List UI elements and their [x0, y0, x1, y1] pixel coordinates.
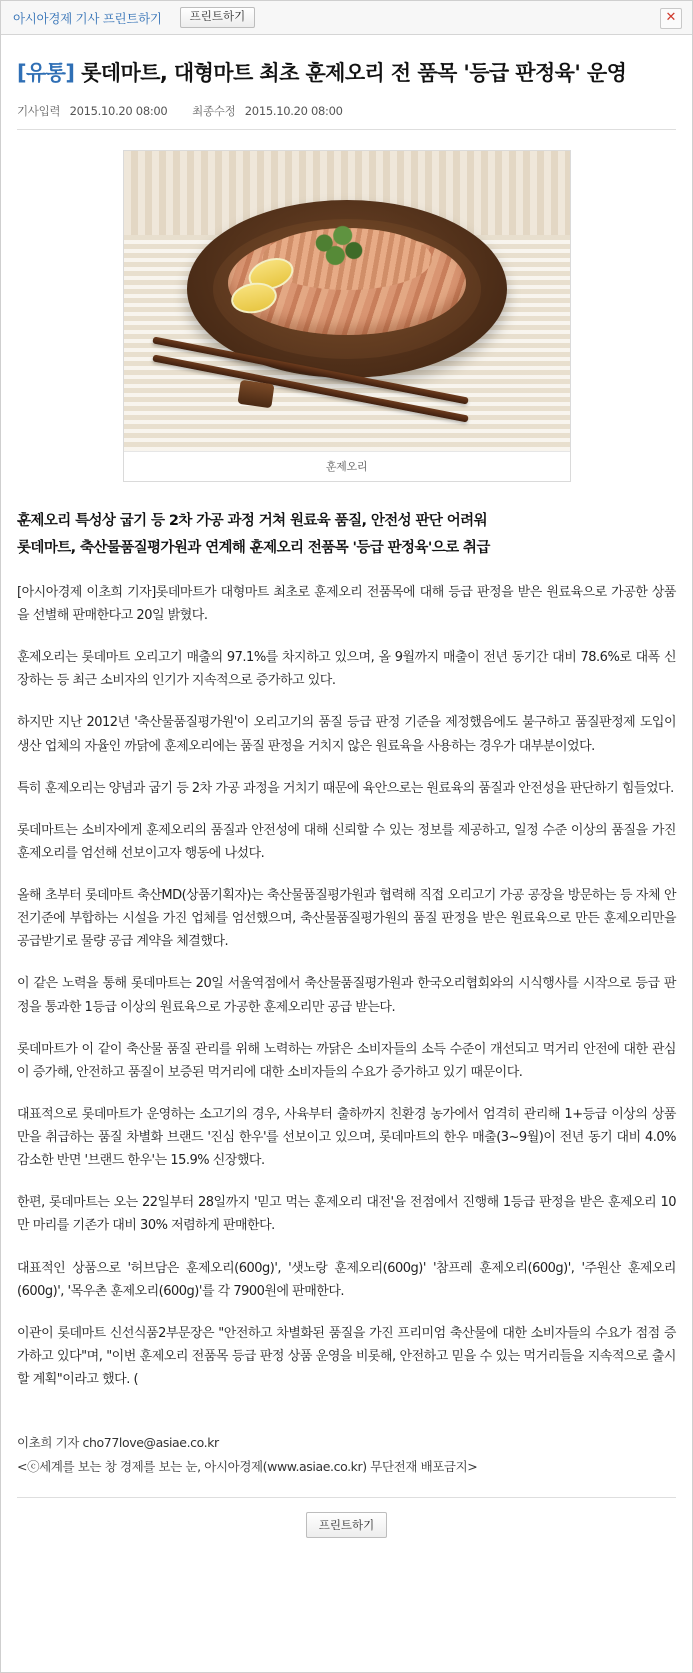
paragraph: 하지만 지난 2012년 '축산물품질평가원'이 오리고기의 품질 등급 판정 기준을 제정했음에도 불구하고 품질판정제 도입이 생산 업체의 자율인 까닭에 훈제오리에는 품질 판정을 거치지 않은 원료육을 사용하는 경우가 대부분이었다.	[17, 715, 676, 754]
copyright-notice: <ⓒ세계를 보는 창 경제를 보는 눈, 아시아경제(www.asiae.co.kr) 무단전재 배포금지>	[17, 1458, 478, 1474]
paragraph: 대표적인 상품으로 '허브담은 훈제오리(600g)', '샛노랑 훈제오리(600g)' '참프레 훈제오리(600g)', '주원산 훈제오리(600g)', '목우촌 훈제오리(600g)'를 각 7900원에 판매한다.	[17, 1260, 676, 1299]
published-label: 기사입력	[17, 104, 61, 119]
paragraph: 올해 초부터 롯데마트 축산MD(상품기획자)는 축산물품질평가원과 협력해 직접 오리고기 가공 공장을 방문하는 등 자체 안전기준에 부합하는 시설을 가진 업체를 엄선했으며, 축산물품질평가원의 품질 판정을 받은 원료육으로 만든 훈제오리만을 공급받기로 물량 공급 계약을 체결했다.	[17, 888, 676, 950]
paragraph: 대표적으로 롯데마트가 운영하는 소고기의 경우, 사육부터 출하까지 친환경 농가에서 엄격히 관리해 1+등급 이상의 상품만을 취급하는 품질 차별화 브랜드 '진심 한우'를 선보이고 있으며, 롯데마트의 한우 매출(3~9월)이 전년 동기 대비 4.0% 감소한 반면 '브랜드 한우'는 15.9% 신장했다.	[17, 1106, 676, 1169]
article-subheads	[17, 508, 676, 562]
article-title: 롯데마트, 대형마트 최초 훈제오리 전 품목 '등급 판정육' 운영	[81, 61, 627, 85]
print-button-top[interactable]: 프린트하기	[180, 7, 256, 29]
window-toolbar	[1, 1, 692, 35]
paragraph: 훈제오리는 롯데마트 오리고기 매출의 97.1%를 차지하고 있으며, 올 9월까지 매출이 전년 동기간 대비 78.6%로 대폭 신장하는 등 최근 소비자의 인기가 지속적으로 증가하고 있다.	[17, 650, 676, 689]
photo-parsley-garnish	[302, 223, 376, 273]
paragraph: 이관이 롯데마트 신선식품2부문장은 "안전하고 차별화된 품질을 가진 프리미엄 축산물에 대한 소비자들의 수요가 점점 증가하고 있다"며, "이번 훈제오리 전품목 등급 판정 상품 운영을 비롯해, 안전하고 믿을 수 있는 먹거리들을 지속적으로 출시할 계획"이라고 했다. (	[17, 1325, 676, 1388]
paragraph: 롯데마트는 소비자에게 훈제오리의 품질과 안전성에 대해 신뢰할 수 있는 정보를 제공하고, 일정 수준 이상의 품질을 가진 훈제오리를 엄선해 선보이고자 행동에 나섰다.	[17, 822, 676, 861]
print-button-bottom[interactable]: 프린트하기	[306, 1512, 388, 1538]
paragraph: 한편, 롯데마트는 오는 22일부터 28일까지 '믿고 먹는 훈제오리 대전'을 전점에서 진행해 1등급 판정을 받은 훈제오리 10만 마리를 기존가 대비 30% 저렴하게 판매한다.	[17, 1195, 676, 1234]
figure-caption: 훈제오리	[124, 451, 570, 481]
smoked-duck-plate-photo	[124, 151, 570, 451]
page-title	[17, 59, 676, 87]
article-figure	[123, 150, 571, 482]
article-category: [유통]	[17, 61, 75, 85]
paragraph: 특히 훈제오리는 양념과 굽기 등 2차 가공 과정을 거치기 때문에 육안으로는 원료육의 품질과 안전성을 판단하기 힘들었다.	[17, 780, 674, 796]
article-signoff	[17, 1431, 676, 1479]
site-brand-label: 아시아경제 기사 프린트하기	[13, 10, 162, 26]
dateline	[17, 103, 676, 130]
updated-value: 2015.10.20 08:00	[244, 104, 343, 119]
article-body	[17, 581, 676, 1391]
article-content	[1, 59, 692, 1498]
close-icon[interactable]: ✕	[660, 8, 682, 29]
updated-label: 최종수정	[192, 104, 236, 119]
paragraph: 롯데마트가 이 같이 축산물 품질 관리를 위해 노력하는 까닭은 소비자들의 소득 수준이 개선되고 먹거리 안전에 대한 관심이 증가해, 안전하고 품질이 보증된 먹거리에 대한 소비자들의 수요가 증가하고 있기 때문이다.	[17, 1041, 676, 1080]
footer-toolbar	[1, 1498, 692, 1558]
paragraph: [아시아경제 이초희 기자]롯데마트가 대형마트 최초로 훈제오리 전품목에 대해 등급 판정을 받은 원료육으로 가공한 상품을 선별해 판매한다고 20일 밝혔다.	[17, 584, 676, 624]
published-value: 2015.10.20 08:00	[69, 104, 168, 119]
paragraph: 이 같은 노력을 통해 롯데마트는 20일 서울역점에서 축산물품질평가원과 한국오리협회와의 시식행사를 시작으로 등급 판정을 통과한 1등급 이상의 원료육으로 가공한 훈제오리만 공급 받는다.	[17, 976, 676, 1015]
subhead-1: 훈제오리 특성상 굽기 등 2차 가공 과정 거쳐 원료육 품질, 안전성 판단 어려워	[17, 513, 487, 530]
byline: 이초희 기자 cho77love@asiae.co.kr	[17, 1435, 219, 1451]
photo-chopstick-rest	[238, 380, 275, 408]
subhead-2: 롯데마트, 축산물품질평가원과 연계해 훈제오리 전품목 '등급 판정육'으로 취급	[17, 540, 490, 557]
